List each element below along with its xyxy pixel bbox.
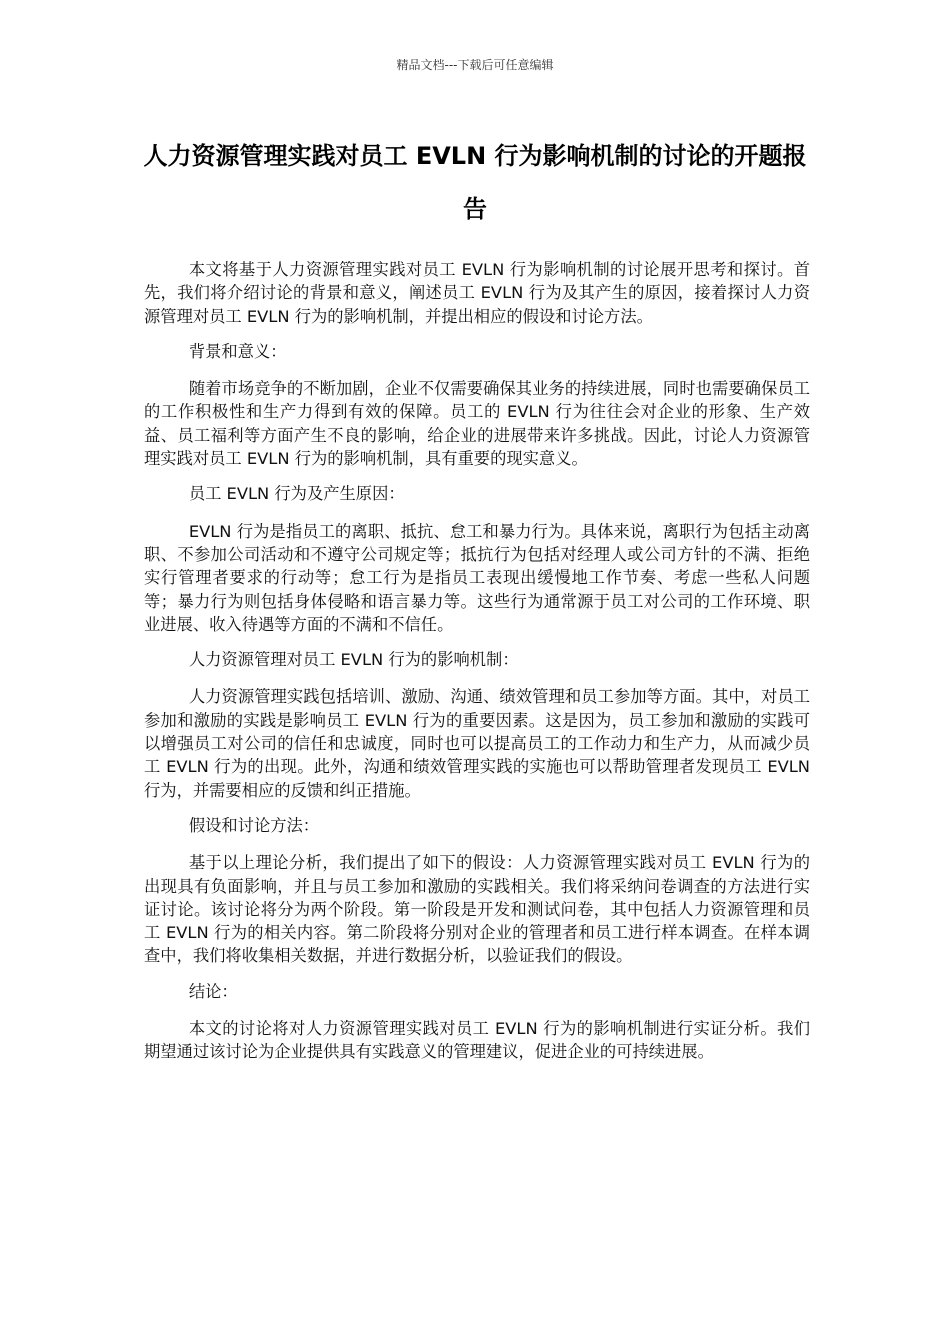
document-body	[144, 258, 810, 1076]
section-heading-background: 背景和意义：	[188, 341, 287, 361]
page-header-note: 精品文档---下载后可任意编辑	[396, 58, 554, 72]
section-heading-mechanism: 人力资源管理对员工 EVLN 行为的影响机制：	[188, 650, 519, 670]
section-heading-evln-causes: 员工 EVLN 行为及产生原因：	[188, 484, 405, 504]
conclusion-paragraph: 本文的讨论将对人力资源管理实践对员工 EVLN 行为的影响机制进行实证分析。我们期望通过该讨论为企业提供具有实践意义的管理建议，促进企业的可持续进展。	[144, 1019, 810, 1062]
section-heading-hypothesis: 假设和讨论方法：	[188, 815, 320, 835]
evln-causes-paragraph: EVLN 行为是指员工的离职、抵抗、怠工和暴力行为。具体来说，离职行为包括主动离职、不参加公司活动和不遵守公司规定等；抵抗行为包括对经理人或公司方针的不满、拒绝实行管理者要求的行动等；怠工行为是指员工表现出缓慢地工作节奏、考虑一些私人问题等；暴力行为则包括身体侵略和语言暴力等。这些行为通常源于员工对公司的工作环境、职业进展、收入待遇等方面的不满和不信任。	[144, 521, 810, 634]
section-heading-conclusion: 结论：	[188, 981, 238, 1001]
document-title: 人力资源管理实践对员工 EVLN 行为影响机制的讨论的开题报告	[143, 142, 807, 223]
background-paragraph: 随着市场竞争的不断加剧，企业不仅需要确保其业务的持续进展，同时也需要确保员工的工作积极性和生产力得到有效的保障。员工的 EVLN 行为往往会对企业的形象、生产效益、员工福利等方面产生不良的影响，给企业的进展带来许多挑战。因此，讨论人力资源管理实践对员工 EVLN 行为的影响机制，具有重要的现实意义。	[144, 379, 810, 469]
hypothesis-paragraph: 基于以上理论分析，我们提出了如下的假设：人力资源管理实践对员工 EVLN 行为的出现具有负面影响，并且与员工参加和激励的实践相关。我们将采纳问卷调查的方法进行实证讨论。该讨论将分为两个阶段。第一阶段是开发和测试问卷，其中包括人力资源管理和员工 EVLN 行为的相关内容。第二阶段将分别对企业的管理者和员工进行样本调查。在样本调查中，我们将收集相关数据，并进行数据分析，以验证我们的假设。	[144, 853, 810, 966]
mechanism-paragraph: 人力资源管理实践包括培训、激励、沟通、绩效管理和员工参加等方面。其中，对员工参加和激励的实践是影响员工 EVLN 行为的重要因素。这是因为，员工参加和激励的实践可以增强员工对公司的信任和忠诚度，同时也可以提高员工的工作动力和生产力，从而减少员工 EVLN 行为的出现。此外，沟通和绩效管理实践的实施也可以帮助管理者发现员工 EVLN 行为，并需要相应的反馈和纠正措施。	[144, 687, 810, 800]
intro-paragraph: 本文将基于人力资源管理实践对员工 EVLN 行为影响机制的讨论展开思考和探讨。首先，我们将介绍讨论的背景和意义，阐述员工 EVLN 行为及其产生的原因，接着探讨人力资源管理对员工 EVLN 行为的影响机制，并提出相应的假设和讨论方法。	[144, 260, 810, 326]
